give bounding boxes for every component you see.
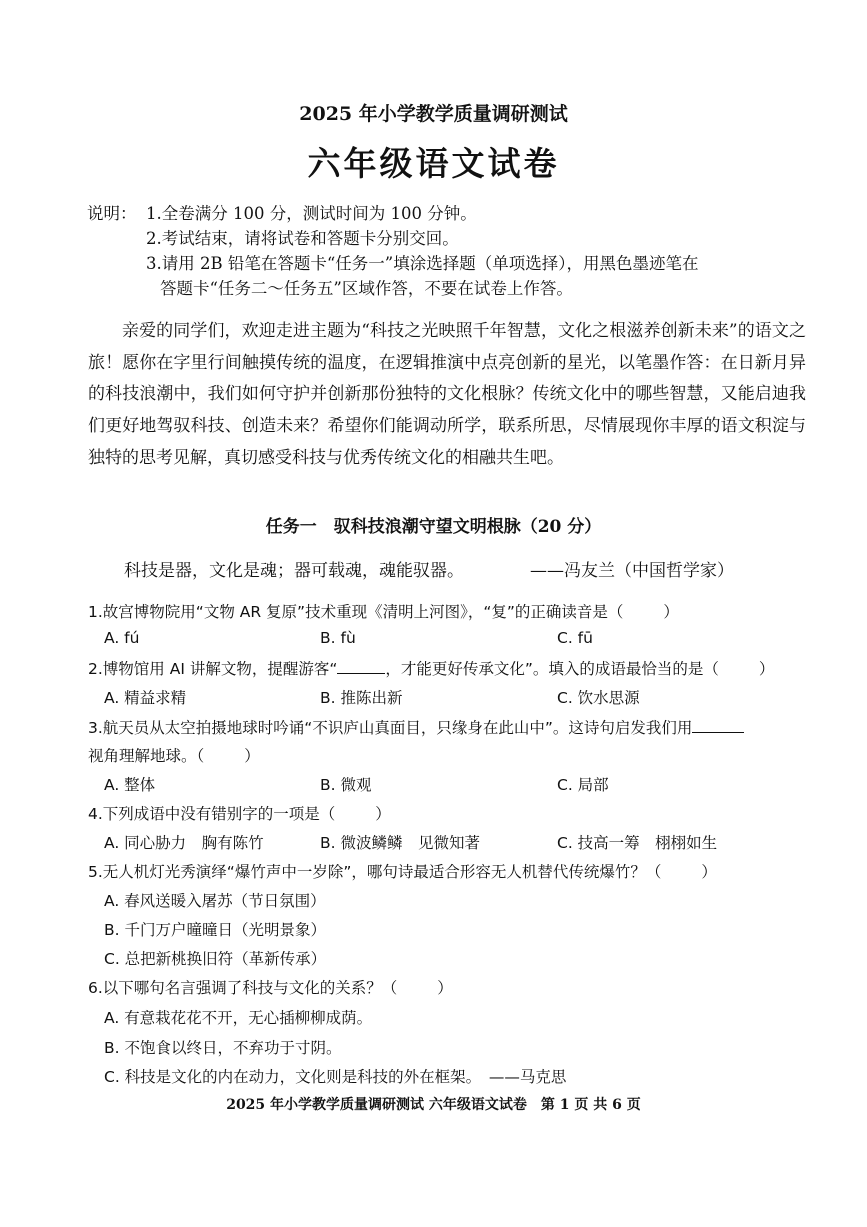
question-3-close: ） — [244, 747, 260, 765]
question-4 — [88, 802, 391, 824]
question-3 — [88, 716, 744, 738]
question-3-stem-line2: 视角理解地球。（ — [88, 747, 205, 765]
q1-option-a[interactable]: A. fú — [104, 629, 140, 647]
instruction-item-3: 3.请用 2B 铅笔在答题卡“任务一”填涂选择题（单项选择），用黑色墨迹笔在 — [146, 254, 699, 273]
intro-paragraph: 亲爱的同学们，欢迎走进主题为“科技之光映照千年智慧，文化之根滋养创新未来”的语文之旅！愿你在字里行间触摸传统的温度，在逻辑推演中点亮创新的星光，以笔墨作答：在日新月异的科技浪潮中，我们如何守护并创新那份独特的文化根脉？传统文化中的哪些智慧，又能启迪我们更好地驾驭科技、创造未来？希望你们能调动所学，联系所思，尽情展现你丰厚的语文积淀与独特的思考见解，真切感受科技与优秀传统文化的相融共生吧。 — [88, 321, 806, 468]
q3-option-b[interactable]: B. 微观 — [320, 776, 372, 794]
question-1-close: ） — [663, 603, 679, 621]
instruction-item-3-cont: 答题卡“任务二～任务五”区域作答，不要在试卷上作答。 — [160, 279, 573, 298]
exam-title: 六年级语文试卷 — [307, 144, 560, 183]
q5-option-b[interactable]: B. 千门万户曈曈日（光明景象） — [104, 921, 326, 939]
q5-option-a[interactable]: A. 春风送暖入屠苏（节日氛围） — [104, 892, 326, 910]
question-2-stem-b: ，才能更好传承文化”。填入的成语最恰当的是（ — [385, 660, 719, 678]
question-2-stem-a: 2.博物馆用 AI 讲解文物，提醒游客“ — [88, 660, 338, 678]
q6-option-c[interactable]: C. 科技是文化的内在动力，文化则是科技的外在框架。 ——马克思 — [104, 1068, 567, 1086]
question-5 — [88, 860, 717, 882]
q6-option-b[interactable]: B. 不饱食以终日，不弃功于寸阴。 — [104, 1039, 342, 1057]
q4-option-a[interactable]: A. 同心胁力 胸有陈竹 — [104, 834, 264, 852]
question-6 — [88, 976, 453, 998]
question-3-stem: 3.航天员从太空拍摄地球时吟诵“不识庐山真面目，只缘身在此山中”。这诗句启发我们用 — [88, 719, 693, 737]
question-2-close: ） — [758, 660, 775, 678]
question-6-close: ） — [437, 979, 453, 997]
question-1 — [88, 600, 679, 622]
question-3-line2 — [88, 744, 260, 766]
q6-option-a[interactable]: A. 有意栽花花不开，无心插柳柳成荫。 — [104, 1009, 373, 1027]
q2-option-a[interactable]: A. 精益求精 — [104, 689, 187, 707]
task1-quote-source: ——冯友兰（中国哲学家） — [530, 561, 734, 581]
page-footer: 2025 年小学教学质量调研测试 六年级语文试卷 第 1 页 共 6 页 — [226, 1097, 641, 1113]
answer-blank — [337, 661, 385, 674]
instruction-item-1: 1.全卷满分 100 分，测试时间为 100 分钟。 — [146, 204, 477, 223]
instructions-label: 说明： — [87, 204, 137, 223]
q1-option-c[interactable]: C. fū — [557, 629, 593, 647]
question-5-stem: 5.无人机灯光秀演绎“爆竹声中一岁除”，哪句诗最适合形容无人机替代传统爆竹？（ — [88, 863, 662, 881]
question-4-stem: 4.下列成语中没有错别字的一项是（ — [88, 805, 336, 823]
exam-subtitle: 2025 年小学教学质量调研测试 — [299, 103, 568, 125]
answer-blank — [692, 720, 744, 733]
question-5-close: ） — [701, 863, 717, 881]
question-6-stem: 6.以下哪句名言强调了科技与文化的关系？（ — [88, 979, 398, 997]
q5-option-c[interactable]: C. 总把新桃换旧符（革新传承） — [104, 950, 327, 968]
q3-option-c[interactable]: C. 局部 — [557, 776, 609, 794]
q2-option-b[interactable]: B. 推陈出新 — [320, 689, 403, 707]
question-2 — [88, 657, 774, 679]
q3-option-a[interactable]: A. 整体 — [104, 776, 156, 794]
task1-title: 任务一 驭科技浪潮守望文明根脉（20 分） — [265, 517, 602, 537]
q4-option-b[interactable]: B. 微波鳞鳞 见微知著 — [320, 834, 480, 852]
q4-option-c[interactable]: C. 技高一筹 栩栩如生 — [557, 834, 718, 852]
instruction-item-2: 2.考试结束，请将试卷和答题卡分别交回。 — [146, 229, 459, 248]
question-1-stem: 1.故宫博物院用“文物 AR 复原”技术重现《清明上河图》，“复”的正确读音是（ — [88, 603, 624, 621]
q2-option-c[interactable]: C. 饮水思源 — [557, 689, 640, 707]
question-4-close: ） — [375, 805, 391, 823]
task1-quote: 科技是器，文化是魂；器可载魂，魂能驭器。 — [124, 561, 464, 581]
q1-option-b[interactable]: B. fù — [320, 629, 356, 647]
